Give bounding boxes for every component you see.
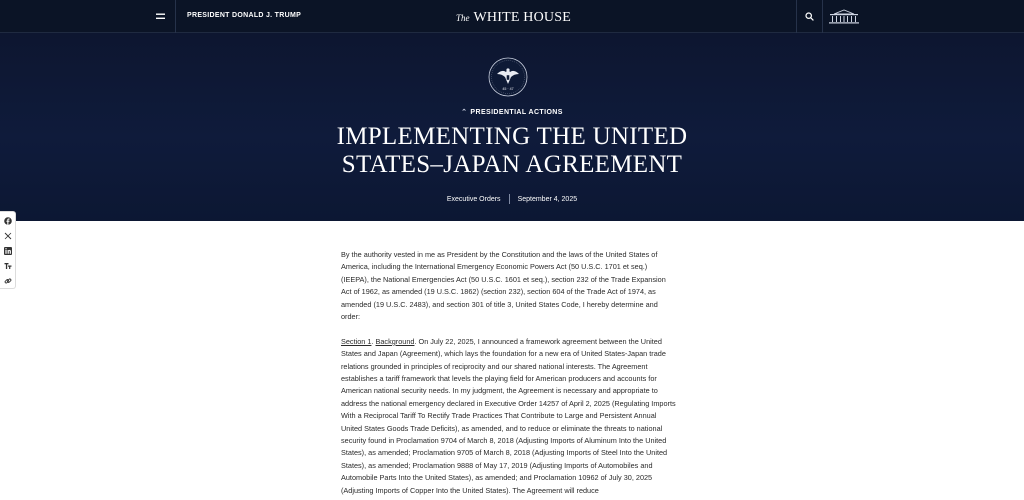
section-number: Section 1 bbox=[341, 336, 372, 346]
article-date: September 4, 2025 bbox=[517, 195, 578, 203]
hamburger-menu-icon bbox=[156, 13, 165, 20]
nav-divider bbox=[175, 0, 176, 33]
section-1-paragraph: Section 1. Background. On July 22, 2025, I announced a framework agreement between the United States and Japan (Agreement), which lays the foundation for a new era of United States-Japan trade relations grounded in principles of reciprocity and our shared national interests. The Agreement establishes a tariff framework that levels the playing field for American producers and accounts for American national security needs. In my judgment, the Agreement is necessary and appropriate to address the national emergency declared in Executive Order 14257 of April 2, 2025 (Regulating Imports With a Reciprocal Tariff To Rectify Trade Practices That Contribute to Large and Persistent Annual United States Goods Trade Deficits), as amended, and to reduce or eliminate the threats to national security found in Proclamation 9704 of March 8, 2018 (Adjusting Imports of Aluminum Into the United States), as amended; Proclamation 9705 of March 8, 2018 (Adjusting Imports of Steel Into the United States), as amended; Proclamation 9888 of May 17, 2019 (Adjusting Imports of Automobiles and Automobile Parts Into the United States), as amended; and Proclamation 10962 of July 30, 2025 (Adjusting Imports of Copper Into the United States). The Agreement will reduce bbox=[341, 336, 676, 495]
section-title: Background bbox=[375, 336, 415, 346]
copy-link-button[interactable] bbox=[3, 276, 13, 286]
top-navigation-bar bbox=[0, 0, 1024, 33]
article-meta bbox=[0, 194, 1024, 204]
page-title: IMPLEMENTING THE UNITED STATES–JAPAN AGREEMENT bbox=[336, 123, 688, 178]
menu-button[interactable] bbox=[146, 0, 175, 33]
search-icon bbox=[805, 12, 814, 21]
share-x-button[interactable] bbox=[3, 231, 13, 241]
white-house-logo[interactable] bbox=[456, 8, 571, 26]
hero-banner bbox=[0, 33, 1024, 221]
facebook-icon bbox=[4, 217, 12, 225]
search-button[interactable] bbox=[797, 0, 822, 33]
white-house-building-icon[interactable] bbox=[828, 9, 860, 24]
linkedin-icon bbox=[4, 247, 12, 255]
presidential-seal-icon bbox=[488, 57, 528, 97]
category-text: PRESIDENTIAL ACTIONS bbox=[470, 109, 563, 116]
logo-the-text: The bbox=[456, 13, 470, 23]
truth-social-icon bbox=[4, 262, 12, 270]
category-pin-icon: ⌃ bbox=[461, 109, 468, 116]
link-icon bbox=[4, 277, 12, 285]
category-label[interactable] bbox=[0, 108, 1024, 116]
nav-divider bbox=[822, 0, 823, 33]
share-linkedin-button[interactable] bbox=[3, 246, 13, 256]
article-type-link[interactable]: Executive Orders bbox=[446, 195, 501, 203]
preamble-paragraph: By the authority vested in me as President by the Constitution and the laws of the United States of America, including the International Emergency Economic Powers Act (50 U.S.C. 1701 et seq.) (IEEPA), the National Emergencies Act (50 U.S.C. 1601 et seq.), section 232 of the Trade Expansion Act of 1962, as amended (19 U.S.C. 1862) (section 232), section 604 of the Trade Act of 1974, as amended (19 U.S.C. 2483), and section 301 of title 3, United States Code, I hereby determine and order: bbox=[341, 250, 666, 322]
logo-main-text: WHITE HOUSE bbox=[473, 10, 571, 25]
meta-divider bbox=[509, 194, 510, 204]
x-icon bbox=[4, 232, 12, 240]
section-1-text: On July 22, 2025, I announced a framework agreement between the United States and Japan (Agreement), which lays the foundation for a new era of United States-Japan trade relations grounded in principles of reciprocity and our shared national interests. The Agreement establishes a tariff framework that levels the playing field for American producers and accounts for American national security needs. In my judgment, the Agreement is necessary and appropriate to address the national emergency declared in Executive Order 14257 of April 2, 2025 (Regulating Imports With a Reciprocal Tariff To Rectify Trade Practices That Contribute to Large and Persistent Annual United States Goods Trade Deficits), as amended, and to reduce or eliminate the threats to national security found in Proclamation 9704 of March 8, 2018 (Adjusting Imports of Aluminum Into the United States), as amended; Proclamation 9705 of March 8, 2018 (Adjusting Imports of Steel Into the United States), as amended; Proclamation 9888 of May 17, 2019 (Adjusting Imports of Automobiles and Automobile Parts Into the United States), as amended; and Proclamation 10962 of July 30, 2025 (Adjusting Imports of Copper Into the United States). The Agreement will reduce bbox=[341, 336, 676, 495]
president-name-link[interactable]: PRESIDENT DONALD J. TRUMP bbox=[187, 12, 302, 19]
article-body bbox=[341, 249, 677, 500]
share-facebook-button[interactable] bbox=[3, 216, 13, 226]
share-truth-social-button[interactable] bbox=[3, 261, 13, 271]
seal-numbers: 45 · 47 bbox=[502, 87, 514, 91]
share-sidebar bbox=[0, 211, 16, 289]
